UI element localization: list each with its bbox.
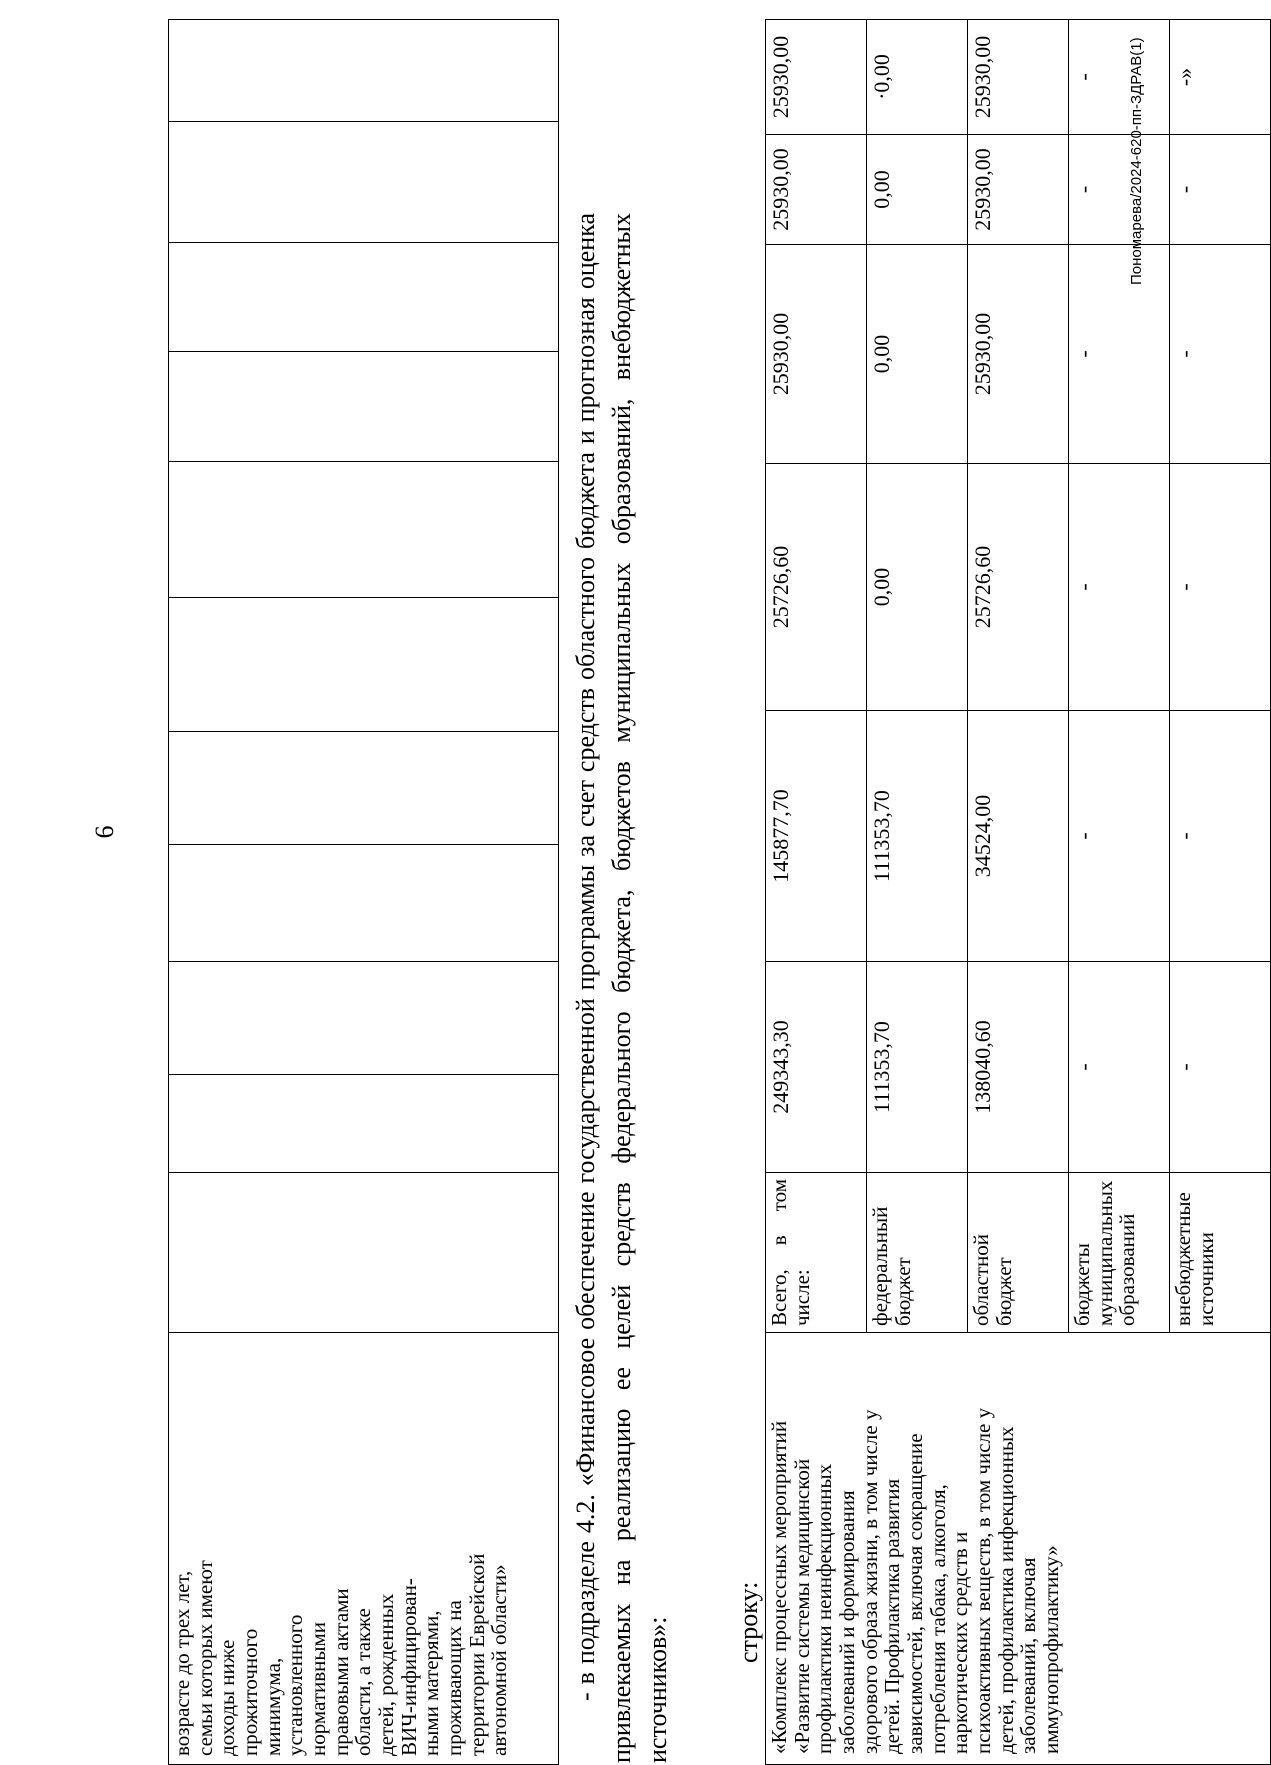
desc-line: детей, рожденных <box>374 1593 399 1756</box>
desc-line: наркотических средств и <box>948 1531 973 1754</box>
desc-line: прожиточного <box>238 1628 263 1756</box>
value-cell: - <box>1170 135 1271 245</box>
value-cell: 111353,70 <box>867 711 968 962</box>
value-cell: 25726,60 <box>968 464 1069 711</box>
value-cell: - <box>1069 20 1170 135</box>
source-text: федеральный <box>868 1206 892 1326</box>
desc-line: правовыми актами <box>328 1588 353 1756</box>
empty-cell <box>169 1173 559 1333</box>
source-text: областной <box>969 1234 993 1326</box>
desc-line: установленного <box>283 1614 308 1756</box>
desc-line: детей. Профилактика развития <box>880 1478 905 1754</box>
value-cell: 0,00 <box>867 245 968 464</box>
empty-cell <box>169 20 559 122</box>
value-cell: 25930,00 <box>968 245 1069 464</box>
continued-table <box>168 19 559 1765</box>
empty-cell <box>169 352 559 462</box>
desc-line: доходы ниже <box>215 1639 240 1756</box>
desc-line: заболеваний и формирования <box>835 1490 860 1754</box>
desc-line: семьи которых имеют <box>192 1560 217 1756</box>
value-cell: 25726,60 <box>766 464 867 711</box>
value-cell: - <box>1170 962 1271 1173</box>
source-text: муниципальных образований <box>1092 1180 1140 1326</box>
source-text: источники <box>1193 1232 1218 1326</box>
value-cell: 249343,30 <box>766 962 867 1173</box>
desc-line: здорового образа жизни, в том числе у <box>857 1409 882 1754</box>
value-cell: - <box>1069 962 1170 1173</box>
source-cell <box>1069 1173 1170 1333</box>
source-word: в <box>767 1235 791 1246</box>
value-cell: 25930,00 <box>968 135 1069 245</box>
empty-cell <box>169 243 559 352</box>
continued-table-description-cell <box>169 1333 559 1765</box>
desc-line: проживающих на <box>442 1600 467 1756</box>
value-cell: 25930,00 <box>766 245 867 464</box>
value-cell: - <box>1170 711 1271 962</box>
value-cell: 0,00 <box>867 464 968 711</box>
desc-line: «Развитие системы медицинской <box>789 1458 814 1754</box>
desc-line: детей, профилактика инфекционных <box>993 1426 1018 1754</box>
table-row <box>766 20 867 1765</box>
continued-table-row <box>169 20 559 1765</box>
desc-line: автономной области» <box>487 1564 512 1756</box>
desc-line: заболеваний, включая <box>1016 1557 1041 1754</box>
source-cell <box>867 1173 968 1333</box>
desc-line: территории Еврейской <box>464 1553 489 1756</box>
source-text: числе: <box>789 1269 814 1326</box>
empty-cell <box>169 598 559 732</box>
program-description-cell <box>766 1333 1271 1765</box>
stroku-label: строку: <box>734 1581 763 1663</box>
source-cell <box>1170 1173 1271 1333</box>
source-text: бюджеты <box>1070 1243 1094 1326</box>
value-cell: 111353,70 <box>867 962 968 1173</box>
value-cell: ·0,00 <box>867 20 968 135</box>
desc-line: потребления табака, алкоголя, <box>925 1484 950 1754</box>
source-text: внебюджетные <box>1171 1192 1195 1326</box>
empty-cell <box>169 462 559 598</box>
source-word: Всего, <box>767 1269 791 1326</box>
source-cell <box>766 1173 867 1333</box>
empty-cell <box>169 1075 559 1173</box>
empty-cell <box>169 122 559 243</box>
desc-line: возрасте до трех лет, <box>170 1570 194 1756</box>
source-text: бюджет <box>890 1257 915 1326</box>
value-cell: - <box>1069 245 1170 464</box>
value-cell: -» <box>1170 20 1271 135</box>
empty-cell <box>169 845 559 962</box>
financing-table <box>765 19 1271 1765</box>
value-cell: 138040,60 <box>968 962 1069 1173</box>
value-cell: 25930,00 <box>766 20 867 135</box>
amendment-paragraph: - в подразделе 4.2. «Финансовое обеспечение государственной программы за счет средств областного бюджета и прогнозная оценка привлекаемых на реализацию ее целей средств федерального бюджета, бюджетов муниципальных образований, внебюджетных источников»: <box>571 213 672 1763</box>
desc-line: области, а также <box>351 1608 376 1756</box>
desc-line: психоактивных веществ, в том числе у <box>971 1407 996 1754</box>
desc-line: ными матерями, <box>419 1610 444 1756</box>
rotated-page-content <box>168 25 1218 1765</box>
source-text: бюджет <box>991 1257 1016 1326</box>
desc-line: ВИЧ-инфицирован- <box>396 1578 421 1756</box>
value-cell: - <box>1170 464 1271 711</box>
desc-line: нормативными <box>306 1621 331 1756</box>
source-cell <box>968 1173 1069 1333</box>
amendment-intro <box>568 213 763 1763</box>
value-cell: - <box>1069 135 1170 245</box>
empty-cell <box>169 732 559 845</box>
desc-line: зависимостей, включая сокращение <box>903 1433 928 1754</box>
empty-cell <box>169 962 559 1075</box>
desc-line: профилактики неинфекционных <box>812 1463 837 1754</box>
desc-line: «Комплекс процессных мероприятий <box>767 1420 791 1754</box>
value-cell: 25930,00 <box>766 135 867 245</box>
value-cell: 25930,00 <box>968 20 1069 135</box>
desc-line: минимума, <box>260 1657 285 1756</box>
value-cell: 34524,00 <box>968 711 1069 962</box>
value-cell: 145877,70 <box>766 711 867 962</box>
source-word: том <box>767 1179 791 1212</box>
value-cell: 0,00 <box>867 135 968 245</box>
value-cell: - <box>1069 711 1170 962</box>
value-cell: - <box>1069 464 1170 711</box>
page-number: 6 <box>90 825 119 839</box>
desc-line: иммунопрофилактику» <box>1039 1545 1064 1754</box>
source-justified-line <box>768 1179 791 1326</box>
value-cell: - <box>1170 245 1271 464</box>
footer-document-code: Пономарева/2024-620-пп-ЗДРАВ(1) <box>1128 37 1145 285</box>
